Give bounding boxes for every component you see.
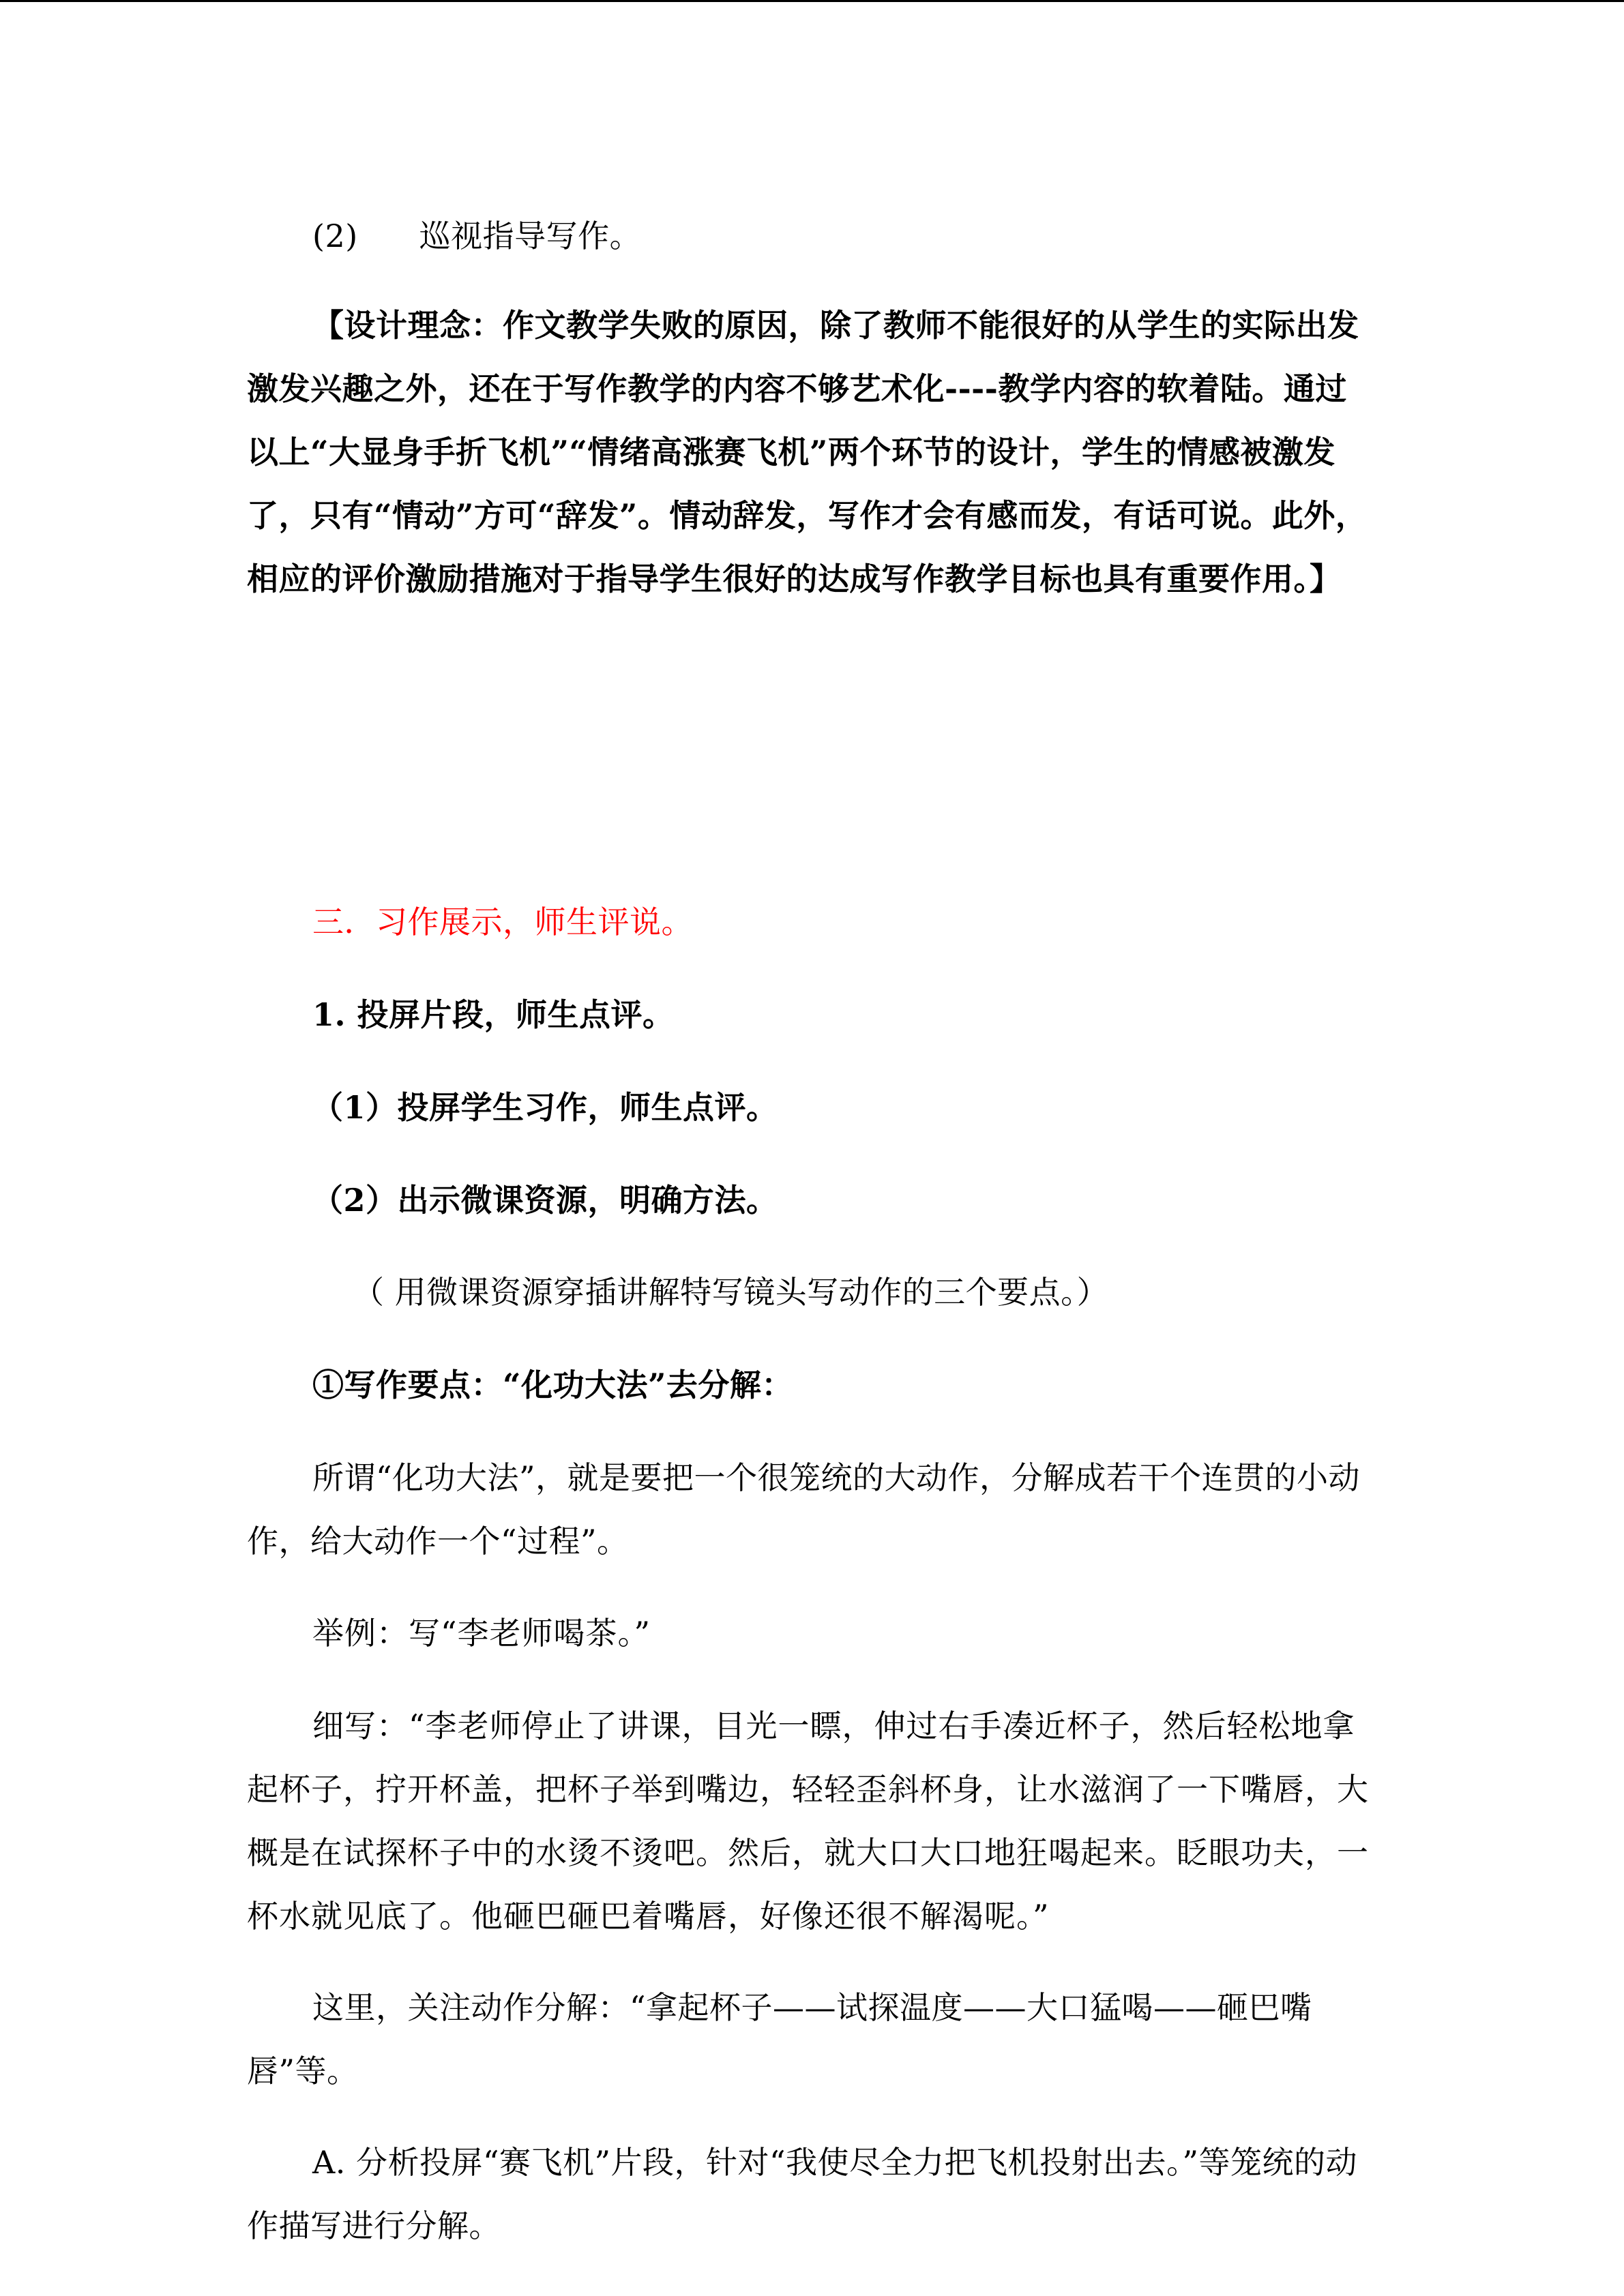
point-1-explanation: 所谓“化功大法”，就是要把一个很笼统的大动作，分解成若干个连贯的小动作，给大动作一个“过程”。 (247, 1459, 1361, 1560)
page-top-border (0, 0, 1624, 2)
detailed-example-paragraph: 细写：“李老师停止了讲课，目光一瞟，伸过右手凑近杯子，然后轻松地拿起杯子，拧开杯盖，把杯子举到嘴边，轻轻歪斜杯身，让水滋润了一下嘴唇，大概是在试探杯子中的水烫不烫吧。然后，就大口大口地狂喝起来。眨眼功夫，一杯水就见底了。他砸巴砸巴着嘴唇，好像还很不解渴呢。” (247, 1708, 1369, 1935)
analysis-a-paragraph: A. 分析投屏“赛飞机”片段，针对“我使尽全力把飞机投射出去。”等笼统的动作描写进行分解。 (247, 2144, 1358, 2244)
action-breakdown-focus: 这里，关注动作分解：“拿起杯子——试探温度——大口猛喝——砸巴嘴唇”等。 (247, 1989, 1312, 2089)
design-concept-paragraph: 【设计理念：作文教学失败的原因，除了教师不能很好的从学生的实际出发激发兴趣之外，还在于写作教学的内容不够艺术化----教学内容的软着陆。通过以上“大显身手折飞机”“情绪高涨赛飞机”两个环节的设计，学生的情感被激发了，只有“情动”方可“辞发”。情动辞发，写作才会有感而发，有话可说。此外，相应的评价激励措施对于指导学生很好的达成写作教学目标也具有重要作用。】 (247, 307, 1368, 597)
example-label: 举例：写“李老师喝茶。” (312, 1615, 651, 1652)
section-3-heading: 三．习作展示，师生评说。 (312, 904, 693, 940)
micro-course-note: （ 用微课资源穿插讲解特写镜头写动作的三个要点。） (353, 1274, 1109, 1311)
step-2-line (247, 205, 1372, 268)
step-2-number: (2) (312, 218, 358, 254)
item-1-subitem-1: （1）投屏学生习作，师生点评。 (312, 1089, 778, 1126)
item-1-heading: 1. 投屏片段，师生点评。 (312, 996, 675, 1033)
item-1-subitem-2: （2）出示微课资源，明确方法。 (312, 1182, 778, 1219)
step-2-text: 巡视指导写作。 (419, 218, 642, 254)
point-1-heading: ①写作要点：“化功大法”去分解： (312, 1367, 793, 1403)
